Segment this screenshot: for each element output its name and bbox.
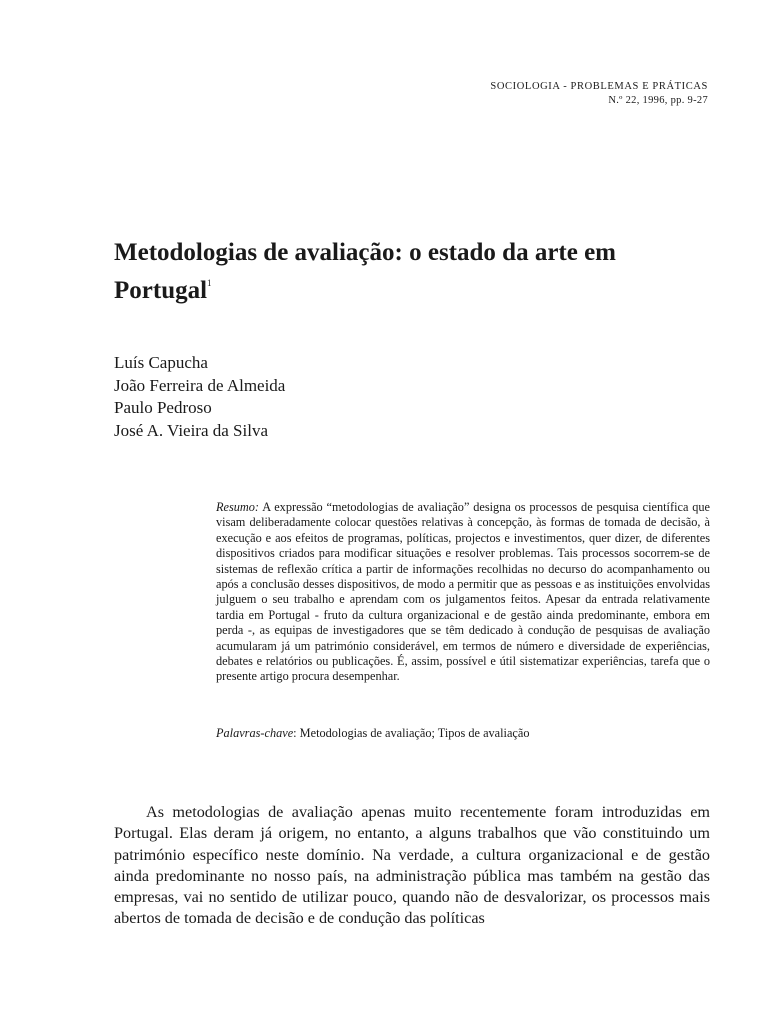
article-title — [114, 238, 714, 306]
title-footnote-mark[interactable]: 1 — [207, 278, 212, 288]
author-name: Paulo Pedroso — [114, 398, 212, 417]
author-list — [114, 352, 285, 442]
journal-header — [490, 80, 708, 108]
journal-issue: N.º 22, 1996, pp. 9-27 — [608, 95, 708, 106]
article-title-text: Metodologias de avaliação: o estado da arte em Portugal — [114, 239, 617, 304]
author-name: Luís Capucha — [114, 353, 208, 372]
abstract — [216, 500, 710, 685]
abstract-text: A expressão “metodologias de avaliação” designa os processos de pesquisa científica que visam deliberadamente colocar questões relativas à concepção, às formas de tomada de decisão, à execução e aos efeitos de programas, políticas, projectos e investimentos, quer dizer, de diferentes dispositivos criados para modificar situações e resolver problemas. Tais processos socorrem-se de sistemas de reflexão crítica a partir de informações recolhidas no decurso do acompanhamento ou após a conclusão desses dispositivos, de modo a permitir que as pessoas e as instituições envolvidas julguem o seu trabalho e aprendam com os julgamentos feitos. Apesar da entrada relativamente tardia em Portugal - fruto da cultura organizacional e de gestão ainda predominante, embora em perda -, as equipas de investigadores que se têm dedicado à condução de pesquisas de avaliação acumularam já um património considerável, em termos de número e diversidade de experiências, debates e relatórios ou publicações. É, assim, possível e útil sistematizar experiências, tarefa que o presente artigo procura desempenhar. — [216, 500, 710, 684]
keywords: Palavras-chave: Metodologias de avaliação; Tipos de avaliação — [216, 726, 530, 740]
keywords-label: Palavras-chave — [216, 726, 294, 740]
author-name: José A. Vieira da Silva — [114, 420, 269, 440]
abstract-label: Resumo: — [216, 500, 260, 514]
keywords-text: Metodologias de avaliação; Tipos de avaliação — [299, 726, 530, 740]
author-name: João Ferreira de Almeida — [114, 375, 286, 395]
journal-name: SOCIOLOGIA - PROBLEMAS E PRÁTICAS — [490, 81, 708, 92]
body-paragraph: As metodologias de avaliação apenas muito recentemente foram introduzidas em Portugal. Elas deram já origem, no entanto, a alguns trabalhos que vão constituindo um património específico neste domínio. Na verdade, a cultura organizacional e de gestão ainda predominante no nosso país, na administração pública mas também na gestão das empresas, vai no sentido de utilizar pouco, quando não de desvalorizar, os processos mais abertos de tomada de decisão e de condução das políticas — [114, 803, 710, 928]
